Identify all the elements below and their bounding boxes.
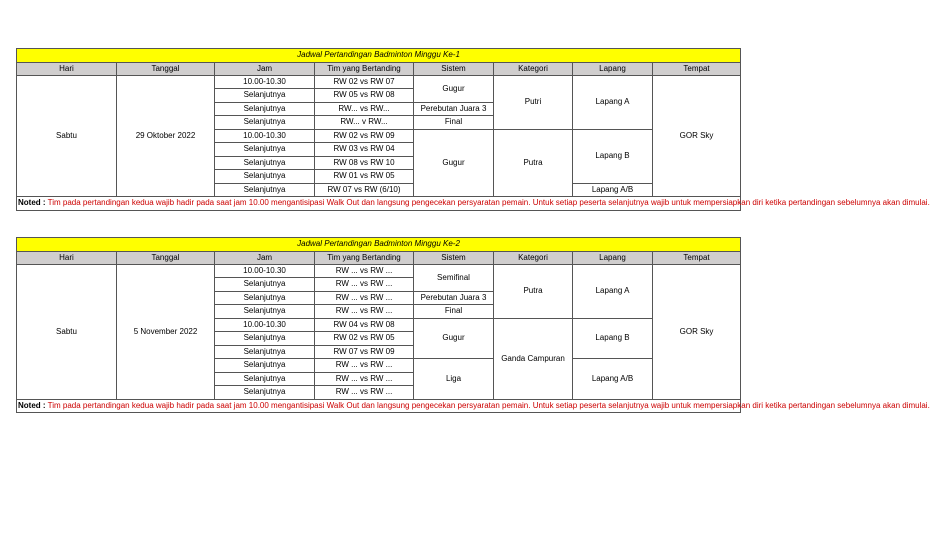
- jam-cell: Selanjutnya: [215, 143, 315, 157]
- week-2-title: Jadwal Pertandingan Badminton Minggu Ke-2: [17, 238, 741, 252]
- jam-cell: Selanjutnya: [215, 170, 315, 184]
- tanggal-cell: 29 Oktober 2022: [117, 75, 215, 197]
- header-row: [17, 62, 741, 75]
- note-row: [17, 197, 930, 211]
- note-text: Tim pada pertandingan kedua wajib hadir pada saat jam 10.00 mengantisipasi Walk Out dan langsung pengecekan persyaratan pemain. Untuk setiap peserta selanjutnya wajib untuk mempersiapkan diri ketika pertandingan sebelumnya akan dimulai.: [47, 400, 930, 410]
- jam-cell: Selanjutnya: [215, 116, 315, 130]
- tempat-cell: GOR Sky: [653, 264, 741, 399]
- jam-cell: Selanjutnya: [215, 89, 315, 103]
- sistem-cell: Gugur: [414, 75, 494, 102]
- tim-cell: RW ... vs RW ...: [315, 372, 414, 386]
- kategori-cell: Putri: [494, 75, 573, 129]
- lapang-cell: Lapang B: [573, 318, 653, 359]
- tim-cell: RW ... vs RW ...: [315, 278, 414, 292]
- jam-cell: Selanjutnya: [215, 183, 315, 197]
- sistem-cell: Perebutan Juara 3: [414, 102, 494, 116]
- table-row: [17, 264, 741, 278]
- jam-cell: Selanjutnya: [215, 291, 315, 305]
- lapang-cell: Lapang A: [573, 75, 653, 129]
- week-1-title: Jadwal Pertandingan Badminton Minggu Ke-1: [17, 49, 741, 63]
- jam-cell: Selanjutnya: [215, 102, 315, 116]
- lapang-cell: Lapang B: [573, 129, 653, 183]
- tim-cell: RW ... vs RW ...: [315, 305, 414, 319]
- sistem-cell: Gugur: [414, 129, 494, 197]
- jam-cell: 10.00-10.30: [215, 75, 315, 89]
- tim-cell: RW 08 vs RW 10: [315, 156, 414, 170]
- jam-cell: Selanjutnya: [215, 372, 315, 386]
- header-jam: Jam: [215, 62, 315, 75]
- tim-cell: RW ... vs RW ...: [315, 291, 414, 305]
- kategori-cell: Putra: [494, 129, 573, 197]
- schedule-table-week-1: [16, 48, 930, 211]
- header-kategori: Kategori: [494, 62, 573, 75]
- sistem-cell: Final: [414, 116, 494, 130]
- header-jam: Jam: [215, 251, 315, 264]
- header-lapang: Lapang: [573, 251, 653, 264]
- table-row: [17, 75, 741, 89]
- jam-cell: Selanjutnya: [215, 278, 315, 292]
- jam-cell: 10.00-10.30: [215, 264, 315, 278]
- header-sistem: Sistem: [414, 62, 494, 75]
- header-tim: Tim yang Bertanding: [315, 62, 414, 75]
- header-row: [17, 251, 741, 264]
- jam-cell: Selanjutnya: [215, 305, 315, 319]
- jam-cell: Selanjutnya: [215, 332, 315, 346]
- tempat-cell: GOR Sky: [653, 75, 741, 197]
- tim-cell: RW 02 vs RW 05: [315, 332, 414, 346]
- sistem-cell: Gugur: [414, 318, 494, 359]
- hari-cell: Sabtu: [17, 75, 117, 197]
- sistem-cell: Liga: [414, 359, 494, 400]
- header-tanggal: Tanggal: [117, 251, 215, 264]
- note-label: Noted :: [18, 400, 46, 410]
- header-hari: Hari: [17, 251, 117, 264]
- header-tim: Tim yang Bertanding: [315, 251, 414, 264]
- tim-cell: RW 01 vs RW 05: [315, 170, 414, 184]
- sistem-cell: Semifinal: [414, 264, 494, 291]
- header-tempat: Tempat: [653, 62, 741, 75]
- kategori-cell: Ganda Campuran: [494, 318, 573, 399]
- note-text: Tim pada pertandingan kedua wajib hadir pada saat jam 10.00 mengantisipasi Walk Out dan langsung pengecekan persyaratan pemain. Untuk setiap peserta selanjutnya wajib untuk mempersiapkan diri ketika pertandingan sebelumnya akan dimulai.: [47, 198, 930, 208]
- note-row: [17, 399, 930, 413]
- header-kategori: Kategori: [494, 251, 573, 264]
- jam-cell: Selanjutnya: [215, 386, 315, 400]
- tim-cell: RW 05 vs RW 08: [315, 89, 414, 103]
- tim-cell: RW ... vs RW ...: [315, 359, 414, 373]
- jam-cell: Selanjutnya: [215, 345, 315, 359]
- tim-cell: RW 03 vs RW 04: [315, 143, 414, 157]
- tim-cell: RW 02 vs RW 07: [315, 75, 414, 89]
- tanggal-cell: 5 November 2022: [117, 264, 215, 399]
- tim-cell: RW 07 vs RW (6/10): [315, 183, 414, 197]
- schedule-table-week-2: [16, 237, 930, 413]
- jam-cell: Selanjutnya: [215, 359, 315, 373]
- tim-cell: RW 04 vs RW 08: [315, 318, 414, 332]
- header-hari: Hari: [17, 62, 117, 75]
- tim-cell: RW... vs RW...: [315, 102, 414, 116]
- tim-cell: RW... v RW...: [315, 116, 414, 130]
- jam-cell: 10.00-10.30: [215, 129, 315, 143]
- sistem-cell: Final: [414, 305, 494, 319]
- tim-cell: RW 02 vs RW 09: [315, 129, 414, 143]
- lapang-cell: Lapang A/B: [573, 359, 653, 400]
- kategori-cell: Putra: [494, 264, 573, 318]
- hari-cell: Sabtu: [17, 264, 117, 399]
- note-label: Noted :: [18, 198, 46, 208]
- tim-cell: RW ... vs RW ...: [315, 386, 414, 400]
- header-lapang: Lapang: [573, 62, 653, 75]
- jam-cell: 10.00-10.30: [215, 318, 315, 332]
- sistem-cell: Perebutan Juara 3: [414, 291, 494, 305]
- tim-cell: RW ... vs RW ...: [315, 264, 414, 278]
- jam-cell: Selanjutnya: [215, 156, 315, 170]
- tim-cell: RW 07 vs RW 09: [315, 345, 414, 359]
- lapang-cell: Lapang A: [573, 264, 653, 318]
- header-tanggal: Tanggal: [117, 62, 215, 75]
- header-sistem: Sistem: [414, 251, 494, 264]
- header-tempat: Tempat: [653, 251, 741, 264]
- lapang-cell: Lapang A/B: [573, 183, 653, 197]
